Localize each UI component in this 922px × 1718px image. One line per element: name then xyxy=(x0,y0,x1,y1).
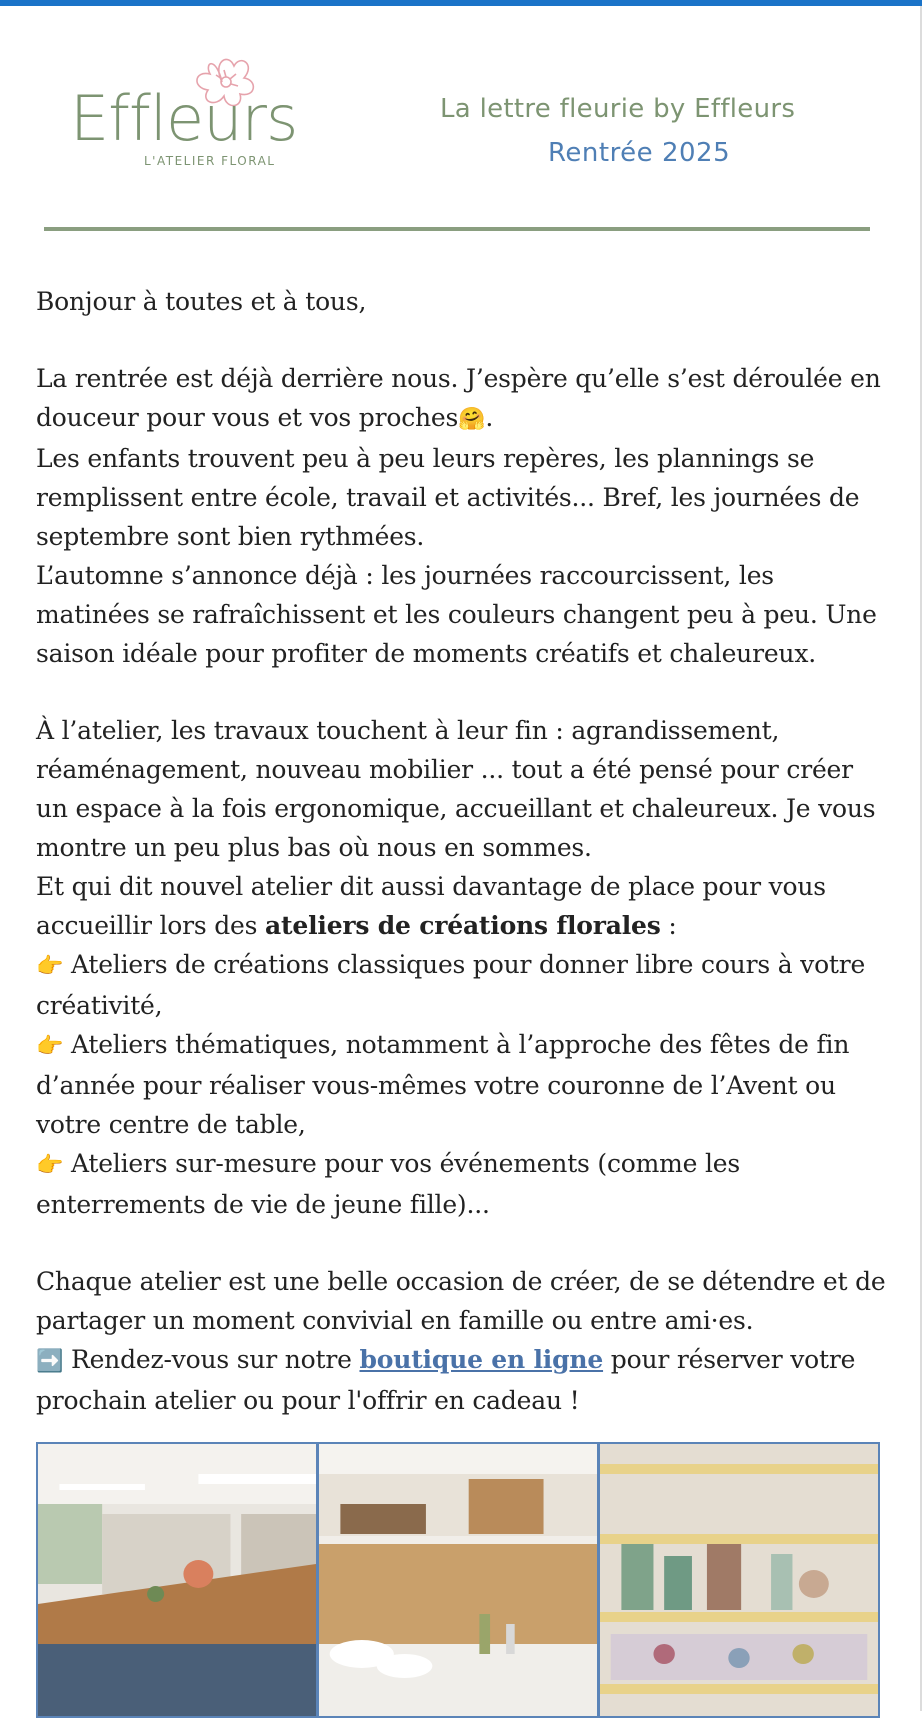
bullet-text: Ateliers thématiques, notamment à l’approche des fêtes de fin d’année pour réaliser vous-mêmes votre couronne de l’Avent ou votre centre de table, xyxy=(36,1030,850,1139)
paragraph-workshop: À l’atelier, les travaux touchent à leur fin : agrandissement, réaménagement, nouveau mobilier ... tout a été pensé pour créer un espace à la fois ergonomique, accueillant et chaleureux. Je vous montre un peu plus bas où nous en sommes. xyxy=(36,716,876,862)
hug-emoji-icon: 🤗 xyxy=(458,407,486,432)
online-shop-link[interactable]: boutique en ligne xyxy=(359,1345,604,1374)
paragraph-shop xyxy=(36,1340,886,1420)
bullet-text: Ateliers de créations classiques pour donner libre cours à votre créativité, xyxy=(36,950,866,1020)
intro-text: La rentrée est déjà derrière nous. J’espère qu’elle s’est déroulée en douceur pour vous et vos proches xyxy=(36,364,881,432)
shop-text: Rendez-vous sur notre xyxy=(63,1345,360,1374)
new-space-end: : xyxy=(660,911,677,940)
intro-end: . xyxy=(485,403,494,432)
top-accent-bar xyxy=(0,0,922,6)
pointing-hand-icon: 👉 xyxy=(36,954,64,979)
photo-workshop-room[interactable] xyxy=(38,1444,316,1716)
logo-subtitle: L'ATELIER FLORAL xyxy=(144,154,276,168)
header-divider xyxy=(44,227,870,231)
bullet-item xyxy=(36,1144,886,1224)
newsletter-body xyxy=(36,282,886,1420)
bullet-text: Ateliers sur-mesure pour vos événements (comme les enterrements de vie de jeune fille)... xyxy=(36,1149,740,1219)
photo-kitchen-shelves[interactable] xyxy=(319,1444,597,1716)
workshop-photo-gallery xyxy=(36,1442,880,1718)
paragraph-new-space xyxy=(36,867,886,945)
paragraph-convivial: Chaque atelier est une belle occasion de créer, de se détendre et de partager un moment convivial en famille ou entre ami·es. xyxy=(36,1267,886,1335)
arrow-right-icon: ➡️ xyxy=(36,1349,64,1374)
logo-wordmark: Effleurs xyxy=(70,82,298,155)
bullet-item xyxy=(36,1025,886,1144)
bullet-item xyxy=(36,945,886,1025)
pointing-hand-icon: 👉 xyxy=(36,1034,64,1059)
newsletter-title: La lettre fleurie by Effleurs xyxy=(440,94,796,124)
newsletter-edition: Rentrée 2025 xyxy=(548,138,731,168)
workshops-highlight: ateliers de créations florales xyxy=(265,911,661,940)
paragraph-intro xyxy=(36,359,886,439)
greeting: Bonjour à toutes et à tous, xyxy=(36,287,367,316)
paragraph-children: Les enfants trouvent peu à peu leurs repères, les plannings se remplissent entre école, travail et activités... Bref, les journées de septembre sont bien rythmées. xyxy=(36,444,860,551)
shop-end: pour réserver votre prochain atelier ou pour l'offrir en cadeau ! xyxy=(36,1345,856,1415)
photo-vase-shelves[interactable] xyxy=(600,1444,878,1716)
paragraph-autumn: L’automne s’annonce déjà : les journées raccourcissent, les matinées se rafraîchissent et les couleurs changent peu à peu. Une saison idéale pour profiter de moments créatifs et chaleureux. xyxy=(36,561,877,668)
new-space-text: Et qui dit nouvel atelier dit aussi davantage de place pour vous accueillir lors des xyxy=(36,872,826,940)
brand-logo xyxy=(70,48,320,178)
pointing-hand-icon: 👉 xyxy=(36,1153,64,1178)
